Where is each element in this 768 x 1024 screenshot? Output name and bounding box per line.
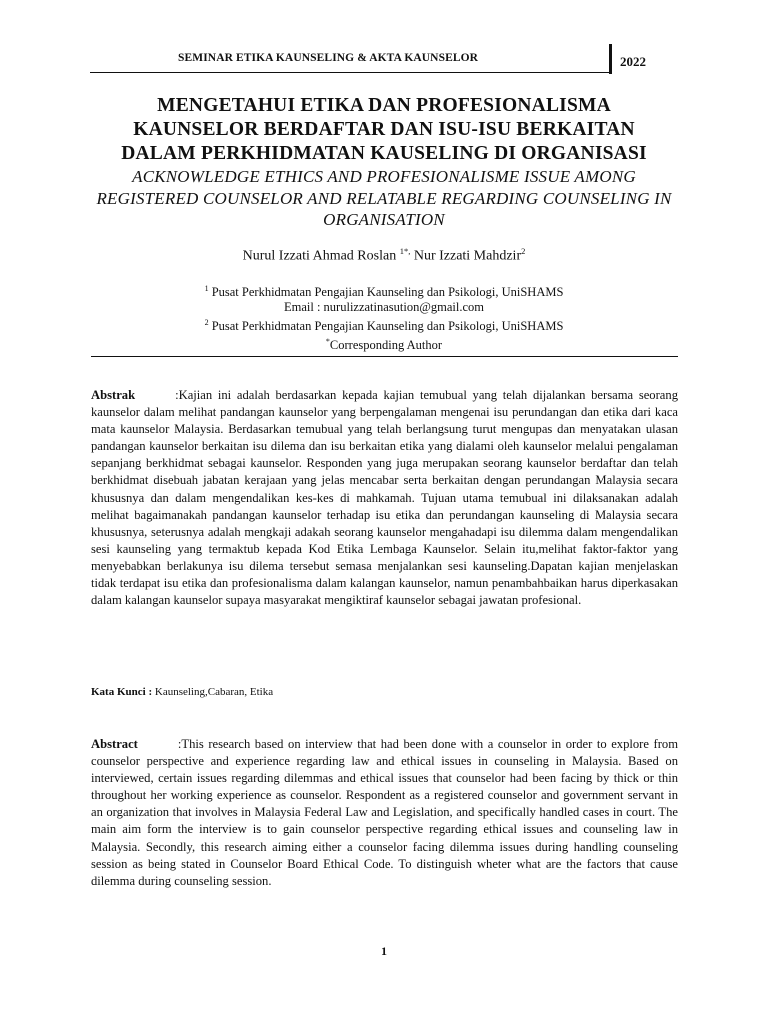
title-malay-line-3: DALAM PERKHIDMATAN KAUSELING DI ORGANISASI bbox=[121, 143, 647, 164]
header-rule bbox=[90, 72, 610, 73]
title-malay-line-1: MENGETAHUI ETIKA DAN PROFESIONALISMA bbox=[157, 95, 611, 116]
abstrak-label: Abstrak bbox=[91, 388, 136, 402]
author-email: Email : nurulizzatinasution@gmail.com bbox=[283, 300, 484, 315]
affiliation-1-text: Pusat Perkhidmatan Pengajian Kaunseling dan Psikologi, UniSHAMS bbox=[208, 285, 564, 300]
author-2-mark: 2 bbox=[521, 246, 526, 256]
corresponding-author-note bbox=[0, 334, 768, 353]
affiliations bbox=[0, 281, 768, 353]
author-list bbox=[0, 246, 768, 265]
author-1-name: Nurul Izzati Ahmad Roslan bbox=[242, 248, 400, 264]
keywords-text: Kaunseling,Cabaran, Etika bbox=[152, 686, 274, 698]
affiliation-2-mark: 2 bbox=[204, 318, 209, 328]
abstract-text: :This research based on interview that had been done with a counselor in order to explore from counselor perspective and experience regarding law and ethical issues in counseling in Malaysia. Based on interviewed, certain issues regarding dilemmas and ethical issues that counselor had been facing by thick or thin throughout her working experience as counselor. Respondent as a registered counselor and government servant in an organization that involves in Malaysia Federal Law and Legislation, and specifically handled cases in court. The main aim form the interview is to gain counselor perspective regarding ethical issues and counseling law in Malaysia. Secondly, this research aiming either a counselor facing dilemma issues during handling counseling session as being stated in Counselor Board Ethical Code. To distinguish wheter what are the factors that cause dilemma during counseling session. bbox=[91, 737, 678, 888]
affiliation-2 bbox=[0, 315, 768, 334]
affiliation-1 bbox=[0, 281, 768, 300]
abstract-paragraph bbox=[91, 736, 678, 890]
title-english-line-2: REGISTERED COUNSELOR AND RELATABLE REGARDING COUNSELING IN bbox=[96, 188, 672, 208]
corresponding-text: Corresponding Author bbox=[329, 338, 443, 353]
title-english-line-1: ACKNOWLEDGE ETHICS AND PROFESIONALISME ISSUE AMONG bbox=[132, 167, 636, 186]
page-number: 1 bbox=[381, 944, 387, 958]
title-malay-line-2: KAUNSELOR BERDAFTAR DAN ISU-ISU BERKAITAN bbox=[133, 119, 635, 140]
affiliation-1-mark: 1 bbox=[204, 284, 209, 293]
abstrak-paragraph bbox=[91, 387, 678, 609]
corresponding-mark: * bbox=[325, 337, 330, 347]
section-divider bbox=[91, 356, 678, 357]
title-english-line-3: ORGANISATION bbox=[323, 210, 445, 229]
keywords-line bbox=[91, 686, 273, 698]
paper-title bbox=[60, 94, 708, 231]
author-1-mark: 1*, bbox=[399, 246, 411, 256]
affiliation-2-text: Pusat Perkhidmatan Pengajian Kaunseling dan Psikologi, UniSHAMS bbox=[208, 319, 564, 334]
author-2-name: Nur Izzati Mahdzir bbox=[410, 248, 522, 264]
abstrak-text: :Kajian ini adalah berdasarkan kepada kajian temubual yang telah dijalankan bersama seorang kaunselor dalam melihat pandangan kaunselor yang berpengalaman mengenai isu perundangan dan etika dari kaca mata kaunselor Malaysia. Berdasarkan temubual yang telah berlangsung turut mengupas dan menyatakan ulasan pandangan kaunselor berkaitan isu dilema dan isu berkaitan etika yang dialami oleh kaunselor melalui pengalaman sepanjang berkhidmat sebagai kaunselor. Responden yang juga merupakan seorang kaunselor berdaftar dan telah berkhidmat disebuah jabatan kerajaan yang jelas mencabar serta berkaitan dengan perundangan Malaysia secara khususnya dan dalam mengendalikan kes-kes di mahkamah. Tujuan utama temubual ini dilaksanakan adalah melihat bagaimanakah pandangan kaunselor terhadap isu etika dan perundangan kaunseling di Malaysia secara khususnya, seterusnya adalah mengkaji adakah seorang kaunselor mengahadapi isu dilemma dalam mengendalikan sesi kaunseling yang termaktub kepada Kod Etika Lembaga Kaunselor. Selain itu,melihat faktor-faktor yang menyebabkan berlakunya isu dilema tersebut semasa menjalankan sesi kaunseling.Dapatan kajian menjelaskan tidak terdapat isu etika dan profesionalisma dalam kalangan kaunselor, namun penambahbaikan harus diperkasakan dalam kalangan kaunselor supaya masyarakat mengiktiraf kaunselor sebagai jawatan profesional. bbox=[91, 388, 678, 608]
header-divider bbox=[609, 44, 612, 74]
keywords-label: Kata Kunci : bbox=[91, 686, 153, 698]
running-title: SEMINAR ETIKA KAUNSELING & AKTA KAUNSELOR bbox=[178, 52, 479, 64]
page-header bbox=[0, 0, 768, 80]
header-year: 2022 bbox=[620, 54, 646, 69]
abstract-label: Abstract bbox=[91, 737, 138, 751]
